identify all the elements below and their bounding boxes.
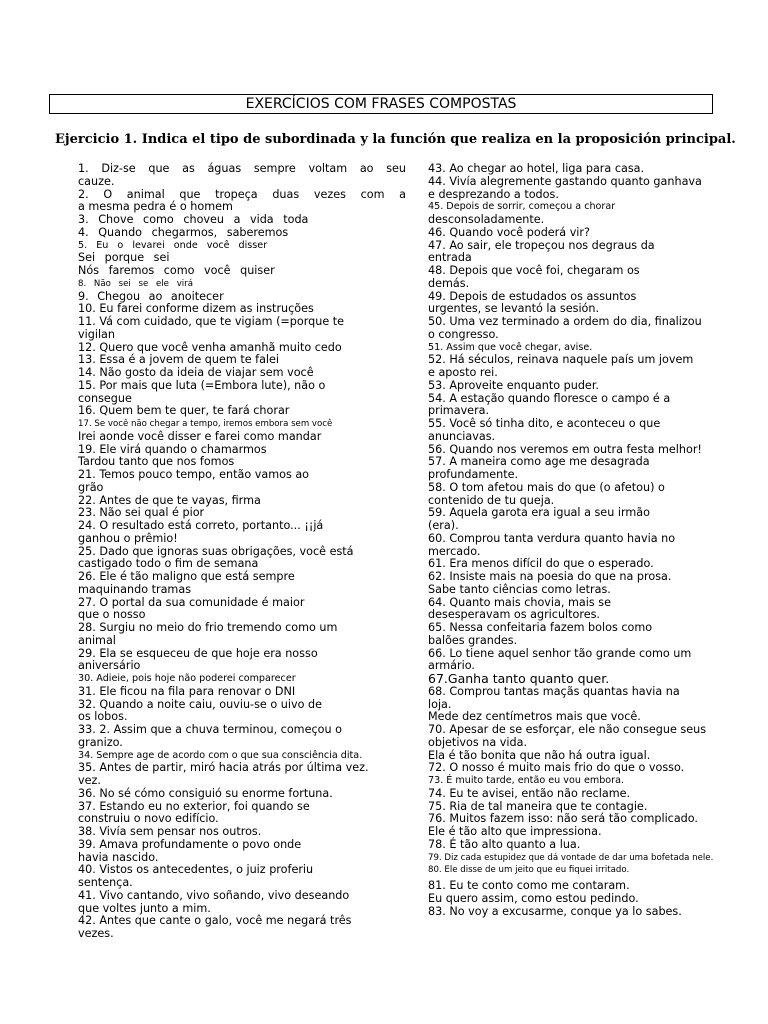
list-item: 56. Quando nos veremos em outra festa melhor! (428, 442, 702, 456)
list-item: 15. Por mais que luta (=Embora lute), não o (78, 378, 326, 392)
list-item: sentença. (78, 876, 133, 889)
list-item: construiu o novo edifício. (78, 812, 219, 826)
list-item: Eu quero assim, como estou pedindo. (428, 891, 639, 905)
list-item: 41. Vivo cantando, vivo soñando, vivo deseando (78, 888, 350, 902)
list-item: animal (78, 633, 116, 647)
list-item: objetivos na vida. (428, 735, 528, 749)
list-item: 42. Antes que cante o galo, você me negará três (78, 914, 352, 928)
list-item: 13. Essa é a jovem de quem te falei (78, 353, 280, 367)
list-item: 44. Vivía alegremente gastando quanto ganhava (428, 174, 702, 188)
right-column (428, 163, 718, 918)
list-item: 45. Depois de sorrir, começou a chorar (428, 201, 616, 213)
list-item: profundamente. (428, 468, 519, 481)
list-item: anunciavas. (428, 429, 496, 443)
list-item: 14. Não gosto da ideia de viajar sem você (78, 366, 314, 379)
list-item: desesperavam os agricultores. (428, 608, 600, 622)
list-item: 27. O portal da sua comunidade é maior (78, 595, 305, 609)
list-item: urgentes, se levantó la sesión. (428, 302, 600, 316)
list-item: 58. O tom afetou mais do que (o afetou) o (428, 480, 665, 494)
list-item: 33. 2. Assim que a chuva terminou, começou o (78, 723, 342, 736)
list-item: 48. Depois que você foi, chegaram os (428, 264, 640, 277)
list-item: 3. Chove como choveu a vida toda (78, 213, 309, 226)
list-item: 5. Eu o levarei onde você disser (78, 239, 268, 251)
list-item: 2. O animal que tropeça duas vezes com a (78, 187, 406, 201)
list-item: 46. Quando você poderá vir? (428, 225, 590, 239)
list-item: havia nascido. (78, 850, 159, 864)
list-item: Tardou tanto que nos fomos (78, 455, 235, 469)
list-item: vigilan (78, 327, 115, 341)
list-item: granizo. (78, 735, 123, 749)
list-item: armário. (428, 659, 475, 673)
list-item: 57. A maneira como age me desagrada (428, 455, 650, 469)
list-item: o congresso. (428, 327, 499, 341)
list-item: balões grandes. (428, 633, 518, 647)
list-item: 26. Ele é tão maligno que está sempre (78, 570, 295, 583)
list-item: Mede dez centímetros mais que você. (428, 710, 641, 724)
list-item: e desprezando a todos. (428, 187, 559, 201)
list-item: 8. Não sei se ele virá (78, 278, 193, 289)
list-item: 43. Ao chegar ao hotel, liga para casa. (428, 162, 645, 175)
list-item: entrada (428, 251, 472, 265)
list-item: 19. Ele virá quando o chamarmos (78, 442, 267, 456)
list-item: 53. Aproveite enquanto puder. (428, 378, 599, 392)
list-item: 65. Nessa confeitaria fazem bolos como (428, 621, 653, 634)
left-column (78, 163, 406, 941)
list-item: Nós faremos como você quiser (78, 264, 275, 277)
list-item: 21. Temos pouco tempo, então vamos ao (78, 468, 310, 481)
list-item: ganhou o prêmio! (78, 531, 178, 545)
list-item: 16. Quem bem te quer, te fará chorar (78, 404, 290, 418)
list-item: os lobos. (78, 710, 128, 724)
list-item: 11. Vá com cuidado, que te vigiam (=porque te (78, 315, 345, 328)
list-item: 40. Vistos os antecedentes, o juiz proferiu (78, 863, 314, 877)
list-item: 67.Ganha tanto quanto quer. (428, 671, 610, 686)
list-item: vez. (78, 774, 101, 787)
list-item: 31. Ele ficou na fila para renovar o DNI (78, 684, 296, 698)
list-item: 23. Não sei qual é pior (78, 506, 205, 520)
list-item: 24. O resultado está correto, portanto... ¡¡já (78, 519, 324, 532)
list-item: 70. Apesar de se esforçar, ele não consegue seus (428, 723, 707, 736)
list-item: 34. Sempre age de acordo com o que sua consciência dita. (78, 749, 363, 761)
list-item: 61. Era menos difícil do que o esperado. (428, 557, 654, 571)
list-item: 37. Estando eu no exterior, foi quando se (78, 799, 310, 813)
list-item: primavera. (428, 404, 490, 418)
list-item: 25. Dado que ignoras suas obrigações, você está (78, 544, 354, 558)
list-item: 17. Se você não chegar a tempo, iremos embora sem você (78, 419, 333, 429)
list-item: 1. Diz-se que as águas sempre voltam ao seu (78, 162, 406, 175)
list-item: maquinando tramas (78, 582, 192, 596)
list-item: 9. Chegou ao anoitecer (78, 289, 224, 303)
list-item: 80. Ele disse de um jeito que eu fiquei irritado. (428, 865, 630, 876)
list-item: 81. Eu te conto como me contaram. (428, 879, 630, 892)
list-item: 73. É muito tarde, então eu vou embora. (428, 775, 625, 786)
list-item: 32. Quando a noite caiu, ouviu-se o uivo de (78, 697, 322, 711)
list-item: 83. No voy a excusarme, conque ya lo sabes. (428, 904, 682, 918)
list-item: 54. A estação quando floresce o campo é a (428, 391, 671, 405)
list-item: 68. Comprou tantas maçãs quantas havia na (428, 684, 680, 698)
list-item: 47. Ao sair, ele tropeçou nos degraus da (428, 238, 655, 252)
list-item: que voltes junto a mim. (78, 901, 211, 915)
list-item: 66. Lo tiene aquel senhor tão grande como um (428, 646, 692, 660)
page-title: EXERCÍCIOS COM FRASES COMPOSTAS (49, 94, 713, 114)
list-item: 28. Surgiu no meio do frio tremendo como um (78, 621, 338, 634)
list-item: 10. Eu farei conforme dizem as instruções (78, 302, 314, 316)
exercise-instruction: Ejercicio 1. Indica el tipo de subordinada y la función que realiza en la proposición principal. (55, 132, 736, 147)
list-item: 64. Quanto mais chovia, mais se (428, 595, 611, 609)
list-item: Ele é tão alto que impressiona. (428, 825, 602, 838)
list-item: 62. Insiste mais na poesia do que na prosa. (428, 570, 672, 583)
list-item: 76. Muitos fazem isso: não será tão complicado. (428, 812, 698, 826)
list-item: consegue (78, 391, 132, 405)
list-item: contenido de tu queja. (428, 493, 555, 507)
list-item: 22. Antes de que te vayas, firma (78, 493, 261, 507)
list-item: 74. Eu te avisei, então não reclame. (428, 786, 631, 800)
list-item: grão (78, 480, 104, 494)
list-item: 30. Adieie, pois hoje não poderei comparecer (78, 673, 296, 684)
list-item: 36. No sé cómo consiguió su enorme fortuna. (78, 786, 333, 800)
list-item: a mesma pedra é o homem (78, 200, 233, 214)
list-item: desconsoladamente. (428, 213, 545, 226)
list-item: 39. Amava profundamente o povo onde (78, 837, 302, 851)
list-item: 4. Quando chegarmos, saberemos (78, 225, 289, 239)
list-item: Ela é tão bonita que não há outra igual. (428, 748, 651, 762)
list-item: Sei porque sei (78, 251, 170, 265)
list-item: 12. Quero que você venha amanhã muito cedo (78, 340, 342, 354)
list-item: vezes. (78, 927, 114, 940)
list-item: 38. Vivía sem pensar nos outros. (78, 825, 262, 838)
list-item: aniversário (78, 659, 141, 673)
list-item: 35. Antes de partir, miró hacia atrás por última vez. (78, 761, 369, 775)
list-item: Sabe tanto ciências como letras. (428, 582, 611, 596)
list-item: demás. (428, 276, 470, 290)
list-item: 49. Depois de estudados os assuntos (428, 289, 637, 303)
list-item: e aposto rei. (428, 366, 498, 379)
list-item: mercado. (428, 544, 481, 558)
list-item: que o nosso (78, 608, 146, 622)
list-item: 59. Aquela garota era igual a seu irmão (428, 506, 650, 520)
list-item: 72. O nosso é muito mais frio do que o vosso. (428, 761, 685, 775)
list-item: 50. Uma vez terminado a ordem do dia, finalizou (428, 315, 702, 328)
list-item: 78. É tão alto quanto a lua. (428, 837, 581, 851)
list-item: 55. Você só tinha dito, e aconteceu o que (428, 417, 661, 430)
list-item: 79. Diz cada estupidez que dá vontade de dar uma bofetada nele. (428, 852, 714, 863)
list-item: (era). (428, 519, 459, 532)
list-item: castigado todo o fim de semana (78, 557, 259, 571)
list-item: 60. Comprou tanta verdura quanto havia no (428, 531, 676, 545)
list-item: 51. Assim que você chegar, avise. (428, 341, 593, 353)
list-item: loja. (428, 697, 452, 711)
list-item: Irei aonde você disser e farei como mandar (78, 429, 322, 443)
list-item: 52. Há séculos, reinava naquele país um jovem (428, 353, 694, 367)
list-item: 29. Ela se esqueceu de que hoje era nosso (78, 646, 318, 660)
list-item: 75. Ria de tal maneira que te contagie. (428, 799, 648, 813)
list-item: cauze. (78, 174, 115, 188)
